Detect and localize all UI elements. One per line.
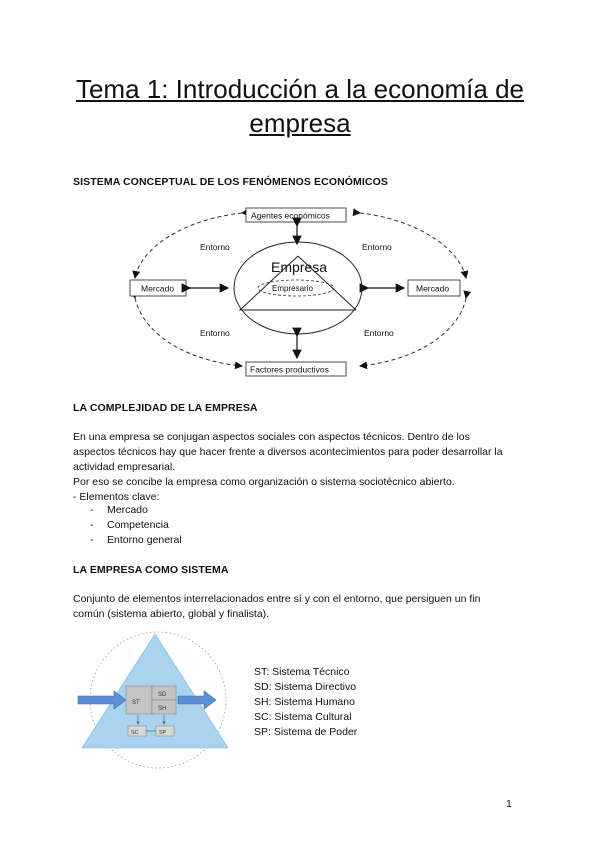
legend-item: SD: Sistema Directivo [254,681,357,693]
legend-item: SC: Sistema Cultural [254,711,352,723]
list-item: - Competencia [90,519,169,531]
paragraph-line: actividad empresarial. [73,461,176,473]
entorno-tl: Entorno [200,242,230,252]
st-label: ST [132,700,140,706]
section-heading-sistema-conceptual: SISTEMA CONCEPTUAL DE LOS FENÓMENOS ECONÓMICOS [73,176,388,188]
mercado-right-label: Mercado [416,283,450,294]
list-item: - Entorno general [90,534,182,546]
page-number: 1 [506,798,512,810]
legend-item: SP: Sistema de Poder [254,726,358,738]
mercado-left-label: Mercado [141,283,175,294]
agentes-label: Agentes económicos [251,210,330,221]
paragraph-line: aspectos técnicos hay que hacer frente a diversos acontecimientos para poder desarrollar la [73,446,503,458]
sd-label: SD [158,692,167,698]
factores-label: Factores productivos [250,364,329,375]
page-title: Tema 1: Introducción a la economía de empresa [75,74,525,138]
entorno-br: Entorno [364,328,394,338]
legend-item: SH: Sistema Humano [254,696,355,708]
paragraph-line: común (sistema abierto, global y finalista). [73,608,270,620]
empresario-label: Empresario [272,284,313,293]
legend-item: ST: Sistema Técnico [254,666,350,678]
paragraph-line: Conjunto de elementos interrelacionados entre sí y con el entorno, que persiguen un fin [73,593,481,605]
entorno-tr: Entorno [362,242,392,252]
paragraph-line: - Elementos clave: [73,491,160,503]
list-item: - Mercado [90,504,148,516]
paragraph-line: En una empresa se conjugan aspectos sociales con aspectos técnicos. Dentro de los [73,431,470,443]
sc-label: SC [131,730,139,736]
paragraph-line: Por eso se concibe la empresa como organización o sistema sociotécnico abierto. [73,476,455,488]
section-heading-empresa-sistema: LA EMPRESA COMO SISTEMA [73,564,229,576]
sp-label: SP [159,730,167,736]
section-heading-complejidad: LA COMPLEJIDAD DE LA EMPRESA [73,402,258,414]
entorno-bl: Entorno [200,328,230,338]
empresa-label: Empresa [271,259,328,275]
sh-label: SH [158,706,167,712]
company-system-diagram [66,626,246,776]
conceptual-system-diagram [120,200,480,378]
